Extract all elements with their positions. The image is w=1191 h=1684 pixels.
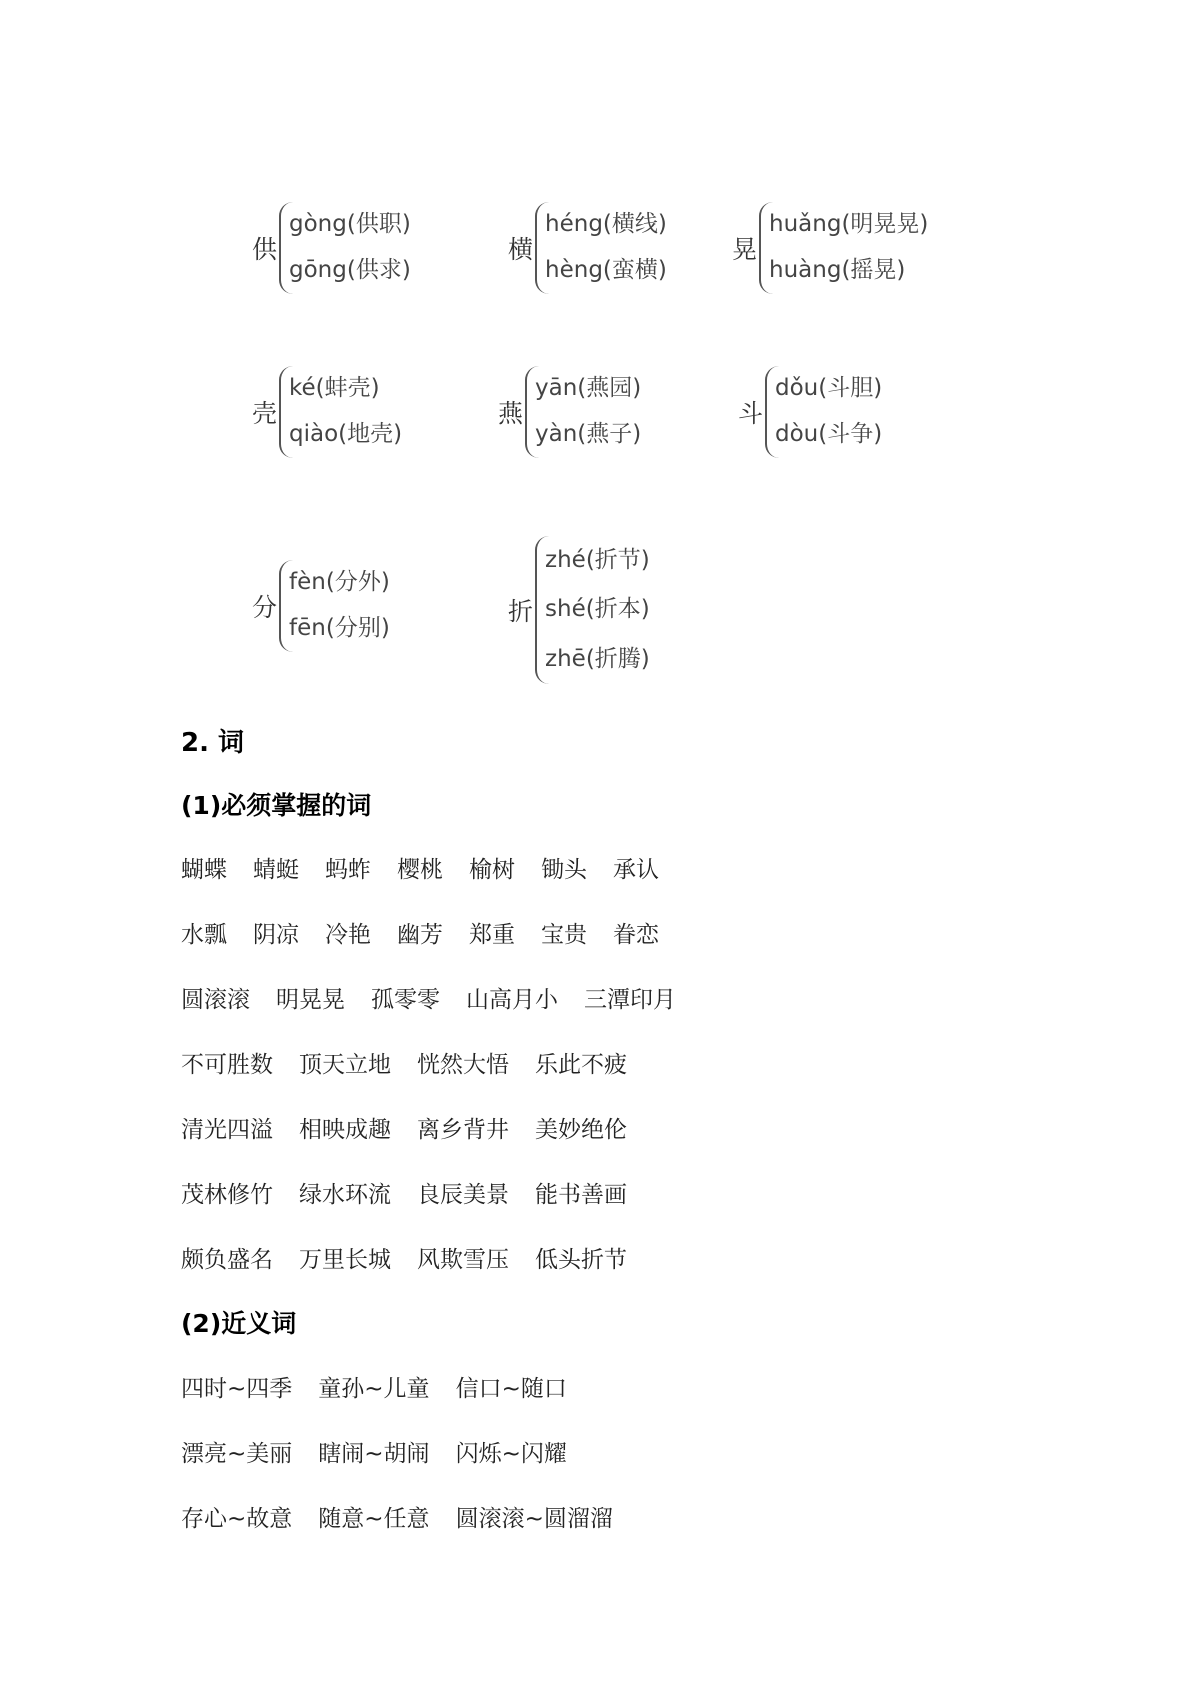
reading: zhē(折腾) — [545, 645, 650, 672]
reading-brace — [525, 366, 641, 458]
reading: huàng(摇晃) — [769, 257, 906, 284]
polyphone-group — [508, 202, 667, 294]
polyphone-group — [252, 560, 390, 652]
reading: huǎng(明晃晃) — [769, 211, 929, 238]
word-row — [181, 1111, 653, 1144]
polyphone-group — [732, 202, 928, 294]
word: 三潭印月 — [584, 987, 676, 1013]
reading: yān(燕园) — [535, 375, 642, 402]
polyphone-char: 壳 — [252, 399, 278, 428]
polyphone-char: 分 — [252, 593, 278, 622]
polyphone-char: 横 — [508, 235, 534, 264]
reading: yàn(燕子) — [535, 421, 642, 448]
word: 圆滚滚 — [181, 987, 250, 1013]
word: 阴凉 — [253, 922, 299, 948]
subsection-heading-synonyms: (2)近义词 — [181, 1309, 297, 1338]
polyphone-char: 折 — [508, 597, 534, 626]
word: 不可胜数 — [181, 1052, 273, 1078]
reading: fēn(分别) — [289, 615, 390, 642]
word: 茂林修竹 — [181, 1182, 273, 1208]
word: 顶天立地 — [299, 1052, 391, 1078]
synonym-pair: 漂亮~美丽 — [181, 1441, 293, 1467]
synonym-pair: 圆滚滚~圆溜溜 — [455, 1506, 613, 1532]
polyphone-char: 晃 — [732, 235, 758, 264]
reading: hèng(蛮横) — [545, 257, 667, 284]
reading: shé(折本) — [545, 596, 650, 623]
polyphone-char: 燕 — [498, 399, 524, 428]
reading: qiào(地壳) — [289, 421, 403, 448]
synonym-pair: 存心~故意 — [181, 1506, 293, 1532]
word: 水瓢 — [181, 922, 227, 948]
reading-brace — [535, 536, 650, 684]
synonym-row — [181, 1435, 593, 1468]
word: 锄头 — [541, 857, 587, 883]
word: 良辰美景 — [417, 1182, 509, 1208]
reading: ké(蚌壳) — [289, 375, 380, 402]
word: 美妙绝伦 — [535, 1117, 627, 1143]
reading-brace — [759, 202, 928, 294]
section-heading: 2. 词 — [181, 728, 245, 758]
reading: fèn(分外) — [289, 569, 390, 596]
reading-brace — [535, 202, 667, 294]
word: 榆树 — [469, 857, 515, 883]
polyphone-group — [498, 366, 641, 458]
word-row — [181, 1046, 653, 1079]
word: 孤零零 — [371, 987, 440, 1013]
word: 蚂蚱 — [325, 857, 371, 883]
synonym-pair: 童孙~儿童 — [318, 1376, 430, 1402]
synonym-row — [181, 1370, 593, 1403]
synonym-pair: 信口~随口 — [455, 1376, 567, 1402]
word-row — [181, 981, 702, 1014]
word: 眷恋 — [613, 922, 659, 948]
synonym-pair: 随意~任意 — [318, 1506, 430, 1532]
word: 幽芳 — [397, 922, 443, 948]
polyphone-group — [252, 366, 402, 458]
word: 绿水环流 — [299, 1182, 391, 1208]
word-row — [181, 851, 685, 884]
word-row — [181, 916, 685, 949]
reading-brace — [279, 366, 402, 458]
reading-brace — [765, 366, 882, 458]
word: 离乡背井 — [417, 1117, 509, 1143]
word: 郑重 — [469, 922, 515, 948]
reading-brace — [279, 202, 411, 294]
word: 能书善画 — [535, 1182, 627, 1208]
word: 风欺雪压 — [417, 1247, 509, 1273]
synonym-row — [181, 1500, 639, 1533]
reading: zhé(折节) — [545, 546, 650, 573]
word: 山高月小 — [466, 987, 558, 1013]
subsection-heading-must-master: (1)必须掌握的词 — [181, 791, 372, 820]
word: 蝴蝶 — [181, 857, 227, 883]
word: 颇负盛名 — [181, 1247, 273, 1273]
word: 乐此不疲 — [535, 1052, 627, 1078]
word: 相映成趣 — [299, 1117, 391, 1143]
polyphone-char: 供 — [252, 235, 278, 264]
word: 明晃晃 — [276, 987, 345, 1013]
word: 低头折节 — [535, 1247, 627, 1273]
reading: gòng(供职) — [289, 211, 411, 238]
word-row — [181, 1176, 653, 1209]
word-row — [181, 1241, 653, 1274]
polyphone-group — [738, 366, 882, 458]
polyphone-group — [252, 202, 411, 294]
word: 万里长城 — [299, 1247, 391, 1273]
word: 冷艳 — [325, 922, 371, 948]
reading: dòu(斗争) — [775, 421, 883, 448]
word: 樱桃 — [397, 857, 443, 883]
reading: dǒu(斗胆) — [775, 375, 883, 402]
reading: gōng(供求) — [289, 257, 411, 284]
word: 蜻蜓 — [253, 857, 299, 883]
polyphone-group — [508, 536, 650, 684]
word: 宝贵 — [541, 922, 587, 948]
reading: héng(横线) — [545, 211, 667, 238]
polyphone-char: 斗 — [738, 399, 764, 428]
synonym-pair: 闪烁~闪耀 — [455, 1441, 567, 1467]
word: 清光四溢 — [181, 1117, 273, 1143]
synonym-pair: 瞎闹~胡闹 — [318, 1441, 430, 1467]
synonym-pair: 四时~四季 — [181, 1376, 293, 1402]
word: 承认 — [613, 857, 659, 883]
reading-brace — [279, 560, 390, 652]
word: 恍然大悟 — [417, 1052, 509, 1078]
